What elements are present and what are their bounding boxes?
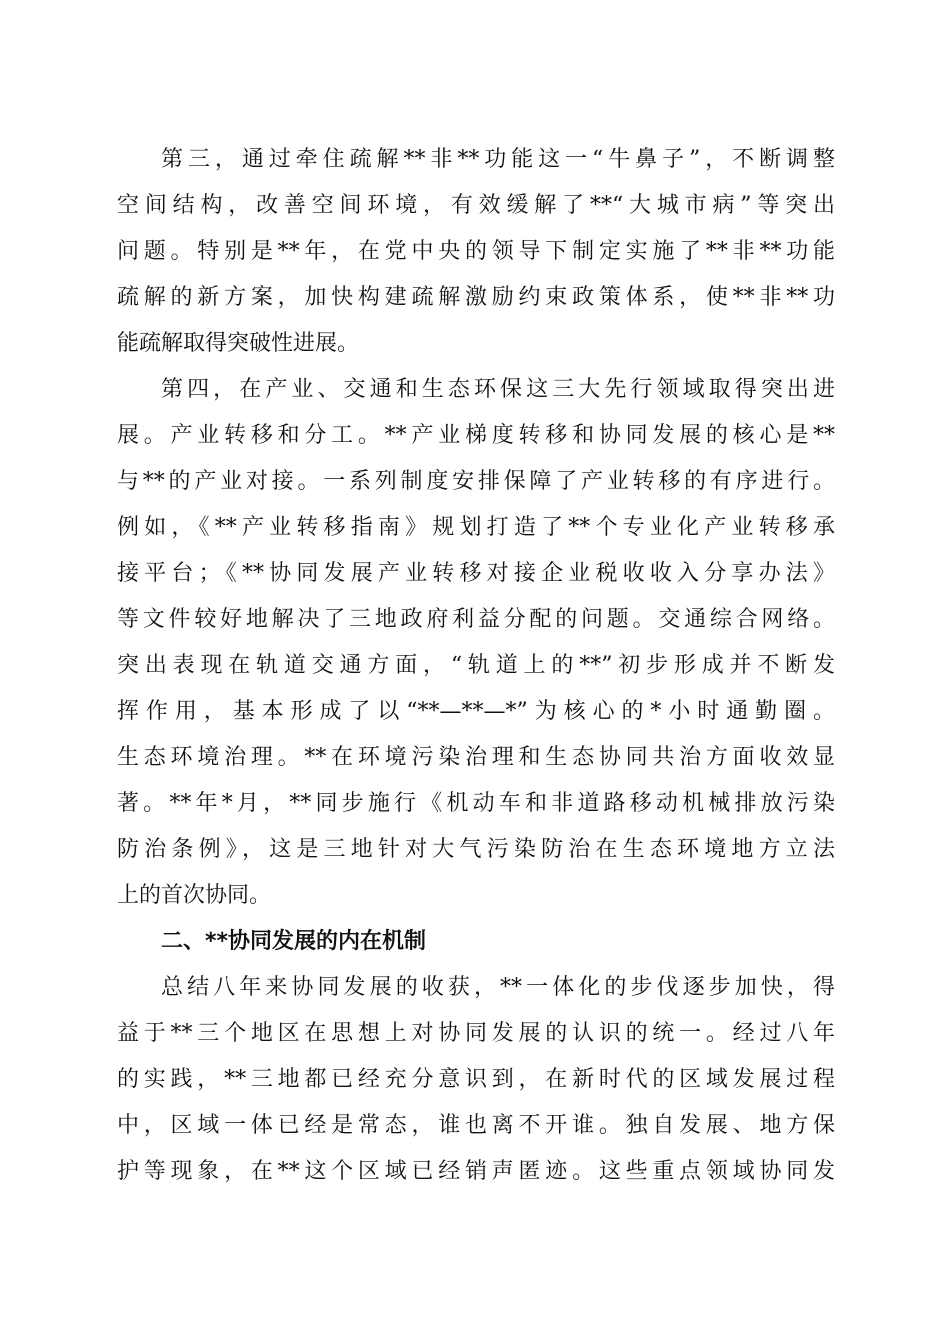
paragraph-line: 生态环境治理。**在环境污染治理和生态协同共治方面收效显 xyxy=(117,745,835,770)
paragraph-line: 总结八年来协同发展的收获，**一体化的步伐逐步加快，得 xyxy=(161,975,835,1000)
paragraph-line: 能疏解取得突破性进展。 xyxy=(117,331,360,356)
paragraph-line: 疏解的新方案，加快构建疏解激励约束政策体系，使**非**功 xyxy=(117,285,835,310)
paragraph-line: 中，区域一体已经是常态，谁也离不开谁。独自发展、地方保 xyxy=(117,1113,835,1138)
paragraph-line: 防治条例》，这是三地针对大气污染防治在生态环境地方立法 xyxy=(117,837,835,862)
paragraph-line: 上的首次协同。 xyxy=(117,883,272,908)
paragraph-line: 护等现象，在**这个区域已经销声匿迹。这些重点领域协同发 xyxy=(117,1159,835,1184)
paragraph-line: 的实践，**三地都已经充分意识到，在新时代的区域发展过程 xyxy=(117,1067,835,1092)
paragraph-line: 等文件较好地解决了三地政府利益分配的问题。交通综合网络。 xyxy=(117,607,835,632)
paragraph-line: 益于**三个地区在思想上对协同发展的认识的统一。经过八年 xyxy=(117,1021,835,1046)
paragraph-line: 例如，《**产业转移指南》规划打造了**个专业化产业转移承 xyxy=(117,515,835,540)
paragraph-line: 与**的产业对接。一系列制度安排保障了产业转移的有序进行。 xyxy=(117,469,835,494)
paragraph-line: 展。产业转移和分工。**产业梯度转移和协同发展的核心是** xyxy=(117,423,835,448)
paragraph-line: 第三，通过牵住疏解**非**功能这一“牛鼻子”，不断调整 xyxy=(161,147,835,172)
paragraph-line: 第四，在产业、交通和生态环保这三大先行领域取得突出进 xyxy=(161,377,835,402)
section-heading: 二、**协同发展的内在机制 xyxy=(161,929,427,954)
paragraph-line: 挥作用，基本形成了以“**—**—*”为核心的*小时通勤圈。 xyxy=(117,699,835,724)
paragraph-line: 著。**年*月，**同步施行《机动车和非道路移动机械排放污染 xyxy=(117,791,835,816)
paragraph-line: 接平台；《**协同发展产业转移对接企业税收收入分享办法》 xyxy=(117,561,835,586)
paragraph-line: 突出表现在轨道交通方面，“轨道上的**”初步形成并不断发 xyxy=(117,653,835,678)
paragraph-line: 问题。特别是**年，在党中央的领导下制定实施了**非**功能 xyxy=(117,239,835,264)
paragraph-line: 空间结构，改善空间环境，有效缓解了**“大城市病”等突出 xyxy=(117,193,835,218)
